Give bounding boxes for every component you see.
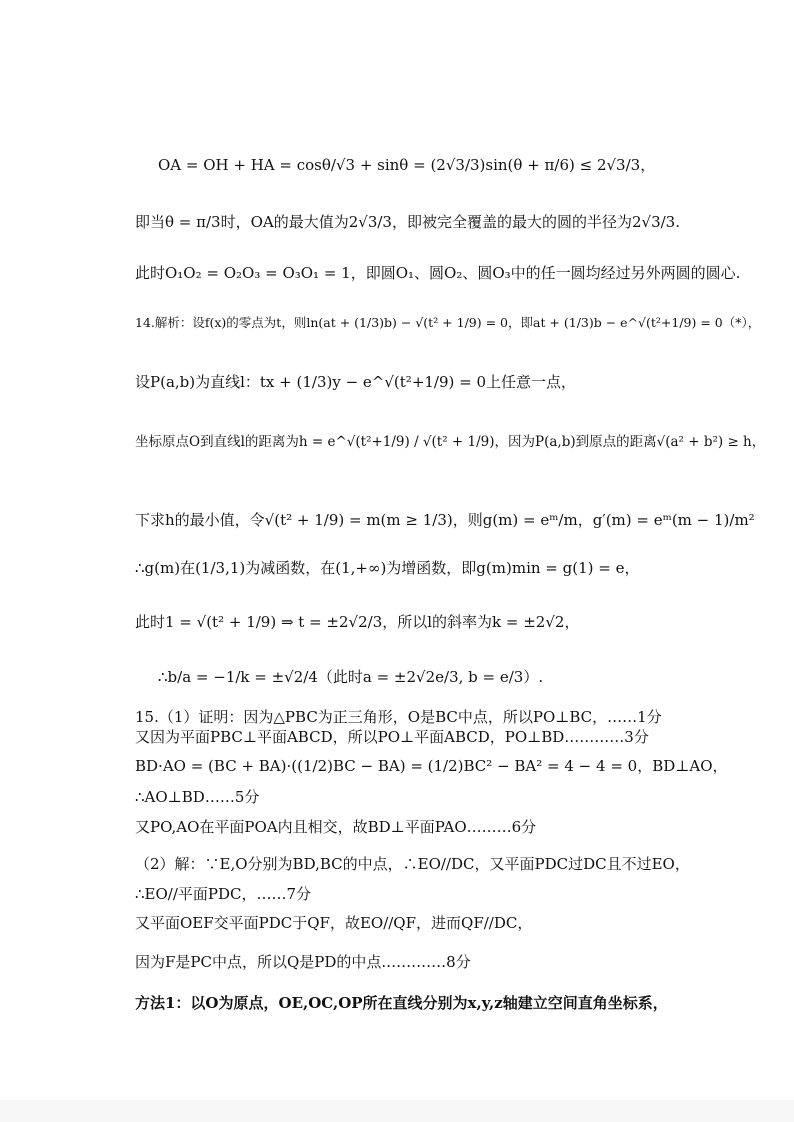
line-bd-perp-plane: 又PO,AO在平面POA内且相交，故BD⊥平面PAO………6分 [135, 818, 537, 836]
line-eo-parallel-plane: ∴EO//平面PDC，……7分 [135, 885, 312, 903]
line-problem-15-part1: 15.（1）证明：因为△PBC为正三角形，O是BC中点，所以PO⊥BC，……1分 [135, 708, 662, 726]
line-po-perp-bd: 又因为平面PBC⊥平面ABCD，所以PO⊥平面ABCD，PO⊥BD…………3分 [135, 728, 649, 746]
line-point-on-line: 设P(a,b)为直线l：tx + (1/3)y − e^√(t²+1/9) = 0上任意一点， [135, 373, 577, 391]
line-circle-centers: 此时O₁O₂ = O₂O₃ = O₃O₁ = 1，即圆O₁、圆O₂、圆O₃中的任一圆均经过另外两圆的圆心. [135, 264, 741, 282]
line-theta-max-radius: 即当θ = π/3时，OA的最大值为2√3/3，即被完全覆盖的最大的圆的半径为2√3/3. [135, 213, 680, 231]
line-vector-dot-product: BD·AO = (BC + BA)·((1/2)BC − BA) = (1/2)BC² − BA² = 4 − 4 = 0，BD⊥AO， [135, 757, 728, 775]
line-problem-15-part2: （2）解：∵E,O分别为BD,BC的中点，∴EO//DC，又平面PDC过DC且不过EO， [135, 855, 690, 873]
line-min-h-substitution: 下求h的最小值，令√(t² + 1/9) = m(m ≥ 1/3)，则g(m) = eᵐ/m，g′(m) = eᵐ(m − 1)/m² [135, 511, 755, 529]
page-bottom-edge [0, 1100, 794, 1122]
line-q-midpoint: 因为F是PC中点，所以Q是PD的中点.…………8分 [135, 953, 471, 971]
line-oa-max-expression: OA = OH + HA = cosθ/√3 + sinθ = (2√3/3)sin(θ + π/6) ≤ 2√3/3， [158, 156, 656, 174]
line-monotonicity: ∴g(m)在(1/3,1)为减函数，在(1,+∞)为增函数，即g(m)min = g(1) = e， [135, 559, 640, 577]
line-problem-14-setup: 14.解析：设f(x)的零点为t，则ln(at + (1/3)b) − √(t² + 1/9) = 0，即at + (1/3)b − e^√(t²+1/9) = 0（*）， [135, 315, 761, 330]
line-slope-k: 此时1 = √(t² + 1/9) ⇒ t = ±2√2/3，所以l的斜率为k = ±2√2， [135, 613, 580, 631]
line-distance-h: 坐标原点O到直线l的距离为h = e^√(t²+1/9) / √(t² + 1/9)，因为P(a,b)到原点的距离√(a² + b²) ≥ h， [135, 434, 766, 450]
line-ratio-b-a: ∴b/a = −1/k = ±√2/4（此时a = ±2√2e/3, b = e/3）. [158, 668, 544, 686]
line-method-1: 方法1：以O为原点，OE,OC,OP所在直线分别为x,y,z轴建立空间直角坐标系， [135, 994, 668, 1012]
line-ao-perp-bd: ∴AO⊥BD……5分 [135, 788, 260, 806]
line-qf-parallel-dc: 又平面OEF交平面PDC于QF，故EO//QF，进而QF//DC， [135, 914, 533, 932]
